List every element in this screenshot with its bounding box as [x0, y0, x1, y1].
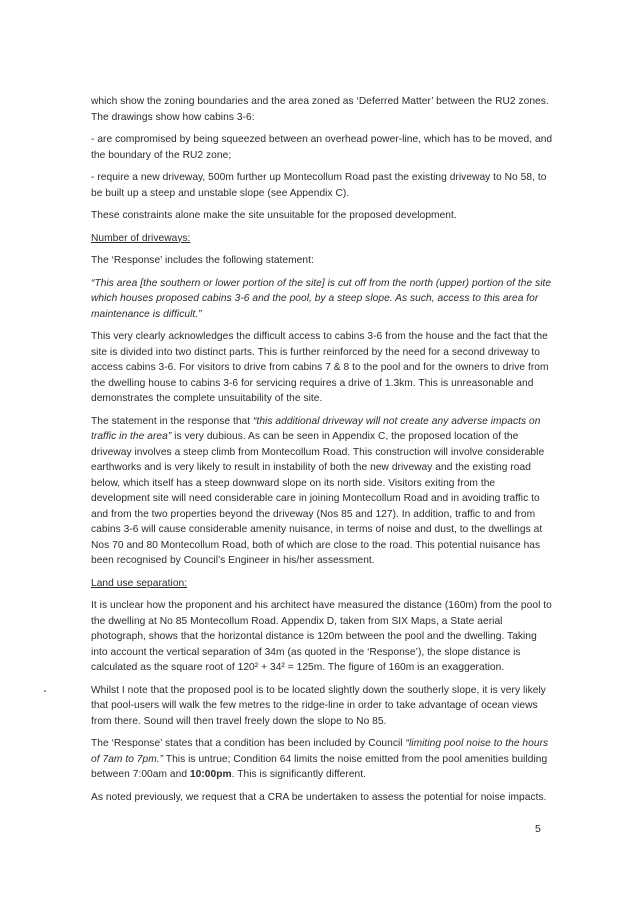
- quote-steep-slope: “This area [the southern or lower portion of the site] is cut off from the north (upper) portion of the site which houses proposed cabins 3-6 and the pool, by a steep slope. As such, access to this area for maintenance is difficult.”: [91, 277, 552, 320]
- traffic-text-rest: is very dubious. As can be seen in Appendix C, the proposed location of the driveway involves a steep climb from Montecollum Road. This construction will involve considerable earthworks and is very likely to result in instability of both the new driveway and the existing road below, which itself has a steep downward slope on its north side. Visitors exiting from the development site will need considerable care in joining Montecollum Road and in avoiding traffic to and from the two properties beyond the driveway (Nos 85 and 127). In addition, traffic to and from cabins 3-6 will cause considerable amenity nuisance, in terms of noise and dust, to the dwellings at Nos 70 and 80 Montecollum Road, both of which are close to the road. This potential nuisance has been recognised by Council’s Engineer in his/her assessment.: [91, 431, 545, 566]
- document-body: [91, 94, 555, 812]
- condition-quote: “limiting pool noise to the hours of 7am to 7pm.”: [91, 738, 549, 765]
- paragraph-distance-measurement: It is unclear how the proponent and his architect have measured the distance (160m) from the pool to the dwelling at No 85 Montecollum Road. Appendix D, taken from SIX Maps, a State aerial photograph, shows that the horizontal distance is 120m between the pool and the dwelling. Taking into account the vertical separation of 34m (as quoted in the ‘Response’), the slope distance is calculated as the square root of 120² + 34² = 125m. The figure of 160m is an exaggeration.: [91, 600, 552, 673]
- paragraph-zoning-boundaries: which show the zoning boundaries and the area zoned as ‘Deferred Matter’ between the RU2 zones. The drawings show how cabins 3-6:: [91, 96, 549, 123]
- paragraph-cra-request: As noted previously, we request that a CRA be undertaken to assess the potential for noise impacts.: [91, 791, 547, 803]
- paragraph-power-line: - are compromised by being squeezed between an overhead power-line, which has to be moved, and the boundary of the RU2 zone;: [91, 134, 553, 161]
- condition-text-middle: This is untrue; Condition 64 limits the noise emitted from the pool amenities building between 7:00am and: [91, 753, 548, 780]
- condition-text-end: . This is significantly different.: [231, 769, 367, 780]
- heading-land-use-separation: Land use separation:: [91, 577, 188, 589]
- page-number: 5: [535, 823, 541, 835]
- condition-text-start: The ‘Response’ states that a condition has been included by Council: [91, 738, 406, 749]
- margin-speck: [44, 690, 46, 692]
- paragraph-new-driveway: - require a new driveway, 500m further up Montecollum Road past the existing driveway to No 58, to be built up a steep and unstable slope (see Appendix C).: [91, 172, 547, 199]
- condition-time-bold: 10:00pm: [189, 769, 232, 780]
- paragraph-pool-users: Whilst I note that the proposed pool is to be located slightly down the southerly slope, it is very likely that pool-users will walk the few metres to the ridge-line in order to take advantage of ocean views from there. Sound will then travel freely down the slope to No 85.: [91, 684, 546, 727]
- traffic-quote: “this additional driveway will not create any adverse impacts on traffic in the area”: [91, 415, 541, 442]
- paragraph-constraints: These constraints alone make the site unsuitable for the proposed development.: [91, 210, 457, 221]
- traffic-text-start: The statement in the response that: [91, 415, 254, 427]
- heading-number-of-driveways: Number of driveways:: [91, 232, 191, 244]
- paragraph-traffic-impacts: [91, 414, 555, 569]
- paragraph-response-intro: The ‘Response’ includes the following statement:: [91, 255, 314, 266]
- paragraph-difficult-access: This very clearly acknowledges the difficult access to cabins 3-6 from the house and the fact that the site is divided into two distinct parts. This is further reinforced by the need for a second driveway to access cabins 3-6. For visitors to drive from cabins 7 & 8 to the pool and for the owners to drive from the dwelling house to cabins 3-6 for servicing requires a drive of 1.3km. This is unreasonable and demonstrates the complete unsuitability of the site.: [91, 331, 549, 404]
- paragraph-pool-noise-condition: [91, 736, 555, 783]
